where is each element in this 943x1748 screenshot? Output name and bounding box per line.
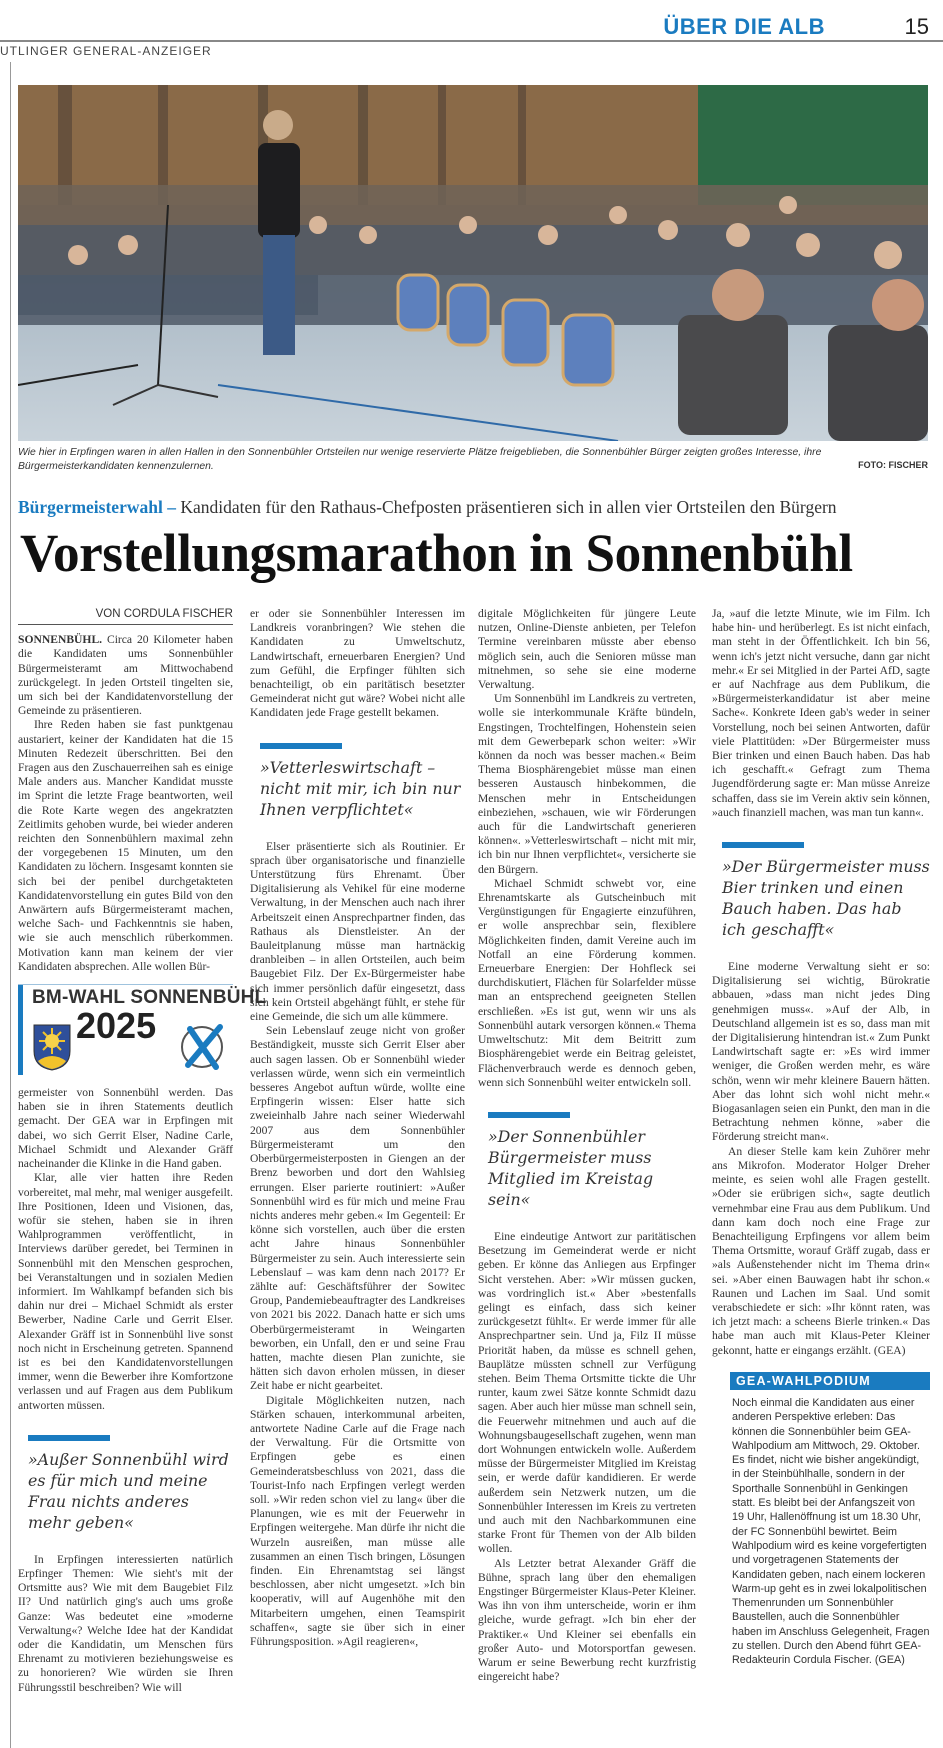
dateline: SONNENBÜHL.	[18, 633, 103, 647]
standing-speaker	[258, 110, 300, 355]
pull-quote	[488, 1112, 696, 1210]
logo-stripe	[18, 985, 23, 1075]
paragraph: er oder sie Sonnenbühler Interessen im Landkreis voranbringen? Wie stehen die Kandidaten zu Umweltschutz, Landwirtschaft, erneuerbaren Energien? Und zum Gefühl, die Erpfinger fühlten sich benachteiligt, ob ein paritätisch besetzter Gemeinderat nicht gut wäre? Wobei nicht alle Kandidaten jede Frage gestellt bekamen.	[250, 607, 465, 720]
column-3	[478, 607, 696, 1684]
article-photo	[18, 85, 928, 441]
logo-year: 2025	[76, 1005, 157, 1047]
paragraph: An dieser Stelle kam kein Zuhörer mehr ans Mikrofon. Moderator Holger Dreher meinte, es seien wohl alle Fragen gestellt. »Oder sie erübrigen sich«, sagte deutlich vernehmbar eine Frau aus dem Publikum. Und dann kam doch noch eine Frage zur Benachteiligung Erpfingens vor allem beim Thema Ortsmitte, worauf Gräff zugab, dass er »als Außenstehender nicht im Thema drin« sei. »Aber einen Bauwagen habt ihr schon.« Raunen und Lachen im Saal. Und somit verabschiedete er sich: »Ihr könnt raten, was ich jetzt mach: a scheens Bierle trinken.« Das habe man auch mit Klaus-Peter Kleiner gekonnt, hatte er eingangs erzählt. (GEA)	[712, 1144, 930, 1357]
quote-text: »Außer Sonnenbühl wird es für mich und meine Frau nichts anderes mehr geben«	[28, 1449, 229, 1532]
infobox-body: Noch einmal die Kandidaten aus einer anderen Perspektive erleben: Das können die Sonnenbühler beim GEA-Wahlpodium am Mittwoch, 29. Oktober. Es findet, nicht wie bisher angekündigt, in der Steinbühlhalle, sondern in der Sporthalle Sonnenbühl in Genkingen statt. Es bleibt bei der Anfangszeit von 19 Uhr, Hallenöffnung ist um 18.30 Uhr, der FC Sonnenbühl bewirtet. Beim Wahlpodium wird es keine vorgefertigten und vorgetragenen Statements der Kandidaten geben, nach einem lockeren Warm-up geht es in zwei lokalpolitischen Themenrunden um Sonnenbühler Baustellen, auch die Sonnenbühler haben im Anschluss Gelegenheit, Fragen zu stellen. Durch den Abend führt GEA-Redakteurin Cordula Fischer. (GEA)	[732, 1396, 930, 1667]
paragraph: Ihre Reden haben sie fast punktgenau austariert, keiner der Kandidaten hat die 15 Minuten Redezeit überschritten. Bei den Fragen aus den Zuschauerreihen sah es einige Male anders aus. Mancher Kandidat musste im Sprint die letzte Frage beantworten, weil die Rote Karte wegen des angekratzten Zeitlimits gehoben wurde, bei wieder anderen reichten den Sonnenbühlern maximal zehn der vorgegebenen 15 Minuten, um den Kandidaten zu löchern. Insgesamt konnten sie sich bei der penibel durchgetakteten Kandidatenvorstellung ein gutes Bild von den Anwärtern aufs Bürgermeisteramt machen, welche Sach- und Fachkenntnis sie haben, wie sie auch menschlich rüberkommen. Motivation kann man keinem der vier Kandidaten absprechen. Alle wollen Bür-	[18, 718, 233, 973]
paragraph	[18, 633, 233, 718]
pull-quote	[722, 842, 930, 940]
column-1	[18, 607, 267, 1695]
quote-text: »Der Bürgermeister muss Bier trinken und einen Bauch haben. Das hab ich geschafft«	[722, 857, 930, 940]
pull-quote	[260, 743, 465, 820]
quote-text: »Vetterleswirtschaft – nicht mit mir, ich bin nur Ihnen verpflichtet«	[260, 757, 461, 819]
page-edge-rule	[10, 62, 11, 1748]
paragraph: Um Sonnenbühl im Landkreis zu vertreten, wolle sie interkommunale Kräfte bündeln, Engstingen, Trochtelfingen, Hohenstein seien mit dem Gewerbepark schon weiter: »Wir können da noch was besser machen.« Beim Thema Biosphärengebiet müsse man einen besseren Austausch hinbekommen, die Menschen mehr in Entscheidungen einbeziehen, »schauen, wie wir Förderungen auch für die Landwirtschaft generieren können«. »Vetterleswirtschaft – nicht mit mir, ich bin nur Ihnen verpflichtet«, versicherte sie den Bürgern.	[478, 692, 696, 876]
quote-bar	[722, 842, 804, 848]
paragraph: Digitale Möglichkeiten nutzen, nach Stärken schauen, interkommunal arbeiten, antwortete Nadine Carle auf die Frage nach der Verwaltung. Für die Ortsmitte von Erpfingen gebe es einen Gemeinderatsbeschluss von 2021, dass die Tourist-Info nach Erpfingen verlegt werden soll. »Wir reden schon viel zu lang« über die Planungen, wie es mit der Feuerwehr in Erpfingen weitergehe. Man dürfe ihr nicht die Wurzeln ausreißen, man müsse alle zusammen an einen Tisch bringen, Lösungen finden. Ein Ehrenamtstag sei längst beschlossen, aber nicht umgesetzt. »Ich bin kooperativ, will auf Augenhöhe mit den Mitarbeitern umgehen, einen Teamspirit schaffen«, sagte sie über sich in einer Führungsposition. »Agil reagieren«,	[250, 1393, 465, 1648]
kicker	[18, 497, 837, 518]
photo-credit: FOTO: FISCHER	[858, 460, 928, 470]
kicker-topic: Bürgermeisterwahl –	[18, 497, 176, 517]
paragraph: Eine moderne Verwaltung sieht er so: Digitalisierung sei wichtig, Bürokratie abbauen, »dass man nicht jedes Ding genehmigen muss«. »Auf der Alb, in Deutschland allgemein ist es so, dass man mit der Digitalisierung hintendran ist.« Zum Punkt Landwirtschaft sagte er: »Es wird immer weniger, die Großen werden mehr, es wäre schön, wenn wir mehr kleinere Bauern hätten. Aber das lohnt sich wohl nicht mehr.« Biogasanlagen seien ein Punkt, den man in die Betrachtung nehmen könne, »aber die Förderung streicht man«.	[712, 960, 930, 1144]
headline: Vorstellungsmarathon in Sonnenbühl	[20, 523, 853, 583]
paragraph: Als Letzter betrat Alexander Gräff die Bühne, sprach lang über den ehemaligen Engstinger Bürgermeister Klaus-Peter Kleiner. Was ihn von ihm unterscheide, worin er ihm gleiche, wurde gefragt. »Ich bin eher der Praktiker.« Und Kleiner sei ebenfalls ein großer Auto- und Motorsportfan gewesen. Warum er seine Bewerbung recht kurzfristig eingereicht habe?	[478, 1556, 696, 1684]
paragraph: Elser präsentierte sich als Routinier. Er sprach über organisatorische und finanzielle Unterstützung fürs Ehrenamt. Über Digitalisierung als Vehikel für eine moderne Verwaltung, in der Menschen auch nach ihrer Arbeitszeit einen Ansprechpartner finden, das Rathaus als Dienstleister. An der Bauleitplanung müsse man hartnäckig dranbleiben – in allen Ortsteilen, auch beim Baugebiet Filz. Der Ex-Bürgermeister habe sich immer persönlich dafür eingesetzt, dass sich kein Ortsteil abgehängt fühlt, er stehe für eine Gemeinde, die sich um alle kümmere.	[250, 839, 465, 1024]
quote-bar	[488, 1112, 570, 1118]
section-title: ÜBER DIE ALB	[663, 14, 825, 39]
column-2	[250, 607, 465, 1649]
paragraph: In Erpfingen interessierten natürlich Erpfinger Themen: Wie sieht's mit der Ortsmitte aus? Wie mit dem Baugebiet Filz II? Und natürlich ging's auch ums große Ganze: Was bedeutet eine »moderne Verwaltung«? Welche Idee hat der Kandidat oder die Kandidatin, um Menschen fürs Ehrenamt zu motivieren beziehungsweise es zu honorieren? Wie würden sie Ihren Führungsstil beschreiben? Wie will	[18, 1552, 233, 1694]
quote-bar	[260, 743, 342, 749]
header-rule	[0, 40, 943, 42]
paragraph-text: Circa 20 Kilometer haben die Kandidaten ums Sonnenbühler Bürgermeisteramt am Mittwochabend zurückgelegt. In jeden Ortsteil tingelten sie, um sich bei der Kandidatenvorstellung der Gemeinde zu präsentieren.	[18, 633, 233, 718]
byline: VON CORDULA FISCHER	[18, 607, 233, 625]
logo-title: BM-WAHL SONNENBÜHL	[32, 987, 267, 1009]
quote-text: »Der Sonnenbühler Bürgermeister muss Mitglied im Kreistag sein«	[488, 1126, 654, 1209]
infobox-title: GEA-WAHLPODIUM	[730, 1372, 930, 1390]
election-logo	[18, 984, 267, 1080]
paragraph: germeister von Sonnenbühl werden. Das haben sie in ihren Statements deutlich gemacht. Der GEA war in Erpfingen mit dabei, wo sich Gerrit Elser, Nadine Carle, Michael Schmidt und Alexander Gräff nacheinander die Klinke in die Hand gaben.	[18, 1086, 233, 1171]
paragraph: Eine eindeutige Antwort zur paritätischen Besetzung im Gemeinderat werde er nicht geben. Er könne das Anliegen aus Erpfinger Sicht verstehen. Aber: »Wir müssen gucken, was vordringlich ist.« Aber »bestenfalls gelingt es einfach, dass sich keiner zurückgesetzt fühlt«. Er werde immer für alle Ansprechpartner sein. Und ja, Filz II müsse Priorität haben, da müsse es schnell gehen, Bauplätze müssten schnell zur Verfügung stehen. Beim Thema Ortsmitte tickte die Uhr runter, kaum zwei Sätze konnte Schmidt dazu sagen. Aber auch hier müsse man schnell sein, die Feuerwehr mitnehmen und auch auf die Wohnungsbaugesellschaft zugehen, wenn man dort Wohnungen entwickeln wolle. Außerdem müsse der Bürgermeister Mitglied im Kreistag sein, er werde dafür kandidieren. Er werde außerdem sein Netzwerk nutzen, um die Sonnenbühler Interessen im Kreis zu vertreten und auch mit den Nachbarkommunen eine starke Front für Themen von der Alb bilden wollen.	[478, 1229, 696, 1556]
paragraph: Michael Schmidt schwebt vor, eine Ehrenamtskarte als Gutscheinbuch mit Vergünstigungen für Engagierte einzuführen, er wolle ansprechbar sein, flexiblere Möglichkeiten finden, damit Vereine auch im Notfall an eine Förderung kommen. Erneuerbare Energien: Der Hohfleck sei durchdiskutiert, Flächen für Solarfelder müsse man an entsprechend geeigneten Stellen erschließen. »Es ist gut, wenn wir uns als Sonnenbühl autark versorgen können.« Thema Umweltschutz: Mit dem Beitritt zum Biosphärengebiet werde ein Beitrag geleistet, Flächenverbrauch werde es dennoch geben, wenn sich Sonnenbühl weiter entwickeln soll.	[478, 876, 696, 1089]
paragraph: Sein Lebenslauf zeuge nicht von großer Beständigkeit, musste sich Gerrit Elser aber auch sagen lassen. Ob er Sonnenbühl wieder verlassen würde, wenn sich ein vermeintlich besseres Angebot auftun würde, wollte eine Erpfingerin wissen: Elser hatte sich zweieinhalb Jahre nach seiner Wiederwahl 2007 aus dem Sonnenbühler Bürgermeisteramt um den Oberbürgermeisterposten in Giengen an der Brenz beworben und dort den Wahlsieg errungen. Elser parierte routiniert: »Außer Sonnenbühl wird es für mich und meine Frau nichts anderes mehr geben.« Im Gegenteil: Er könne sich vorstellen, auch über die ersten acht Jahre hinaus Sonnenbühler Bürgermeister zu sein. Auch interessierte sein Lebenslauf – was kam denn nach 2017? Er zählte auf: Geschäftsführer der Sowitec Group, Pandemiebeauftragter des Landkreises von 2021 bis 2022. Danach hatte er sich ums Oberbürgermeisteramt in Weingarten beworben, ein Unfall, den er und seine Frau hatten, machte diesen Plan zunichte, sie hätten sich davon erholen müssen, in dieser Zeit habe er nicht gearbeitet.	[250, 1024, 465, 1393]
sun-coat-of-arms-icon	[32, 1023, 72, 1071]
paragraph: Klar, alle vier hatten ihre Reden vorbereitet, mal mehr, mal weniger ausgefeilt. Ihre Positionen, Ideen und Visionen, das, wofür sie stehen, haben sie in ihren Wahlprogrammen veröffentlicht, in Interviews darüber geredet, bei Terminen in Sonnenbühl mit den Menschen gesprochen, bei Veranstaltungen und in sozialen Medien informiert. Im Wahlkampf befanden sich bis dahin nur drei – Michael Schmidt als erster Bewerber, Nadine Carle und Gerrit Elser. Alexander Gräff ist in Sonnenbühl live sonst noch nicht in Erscheinung getreten. Spannend ist es bei den Kandidatenvorstellungen immer, wenn die Bewerber ihre Komfortzone verlassen und auf Fragen aus dem Publikum antworten müssen.	[18, 1171, 233, 1412]
pull-quote	[28, 1435, 233, 1533]
paragraph: Ja, »auf die letzte Minute, wie im Film. Ich habe hin- und herüberlegt. Es ist nicht einfach, man steht in der Öffentlichkeit. Ich bin 56, wenn ich's jetzt nicht versuche, dann gar nicht mehr.« Er sei Mitglied in der Partei AfD, sagte er auf Nachfrage aus dem Publikum, die »Bürgermeisterkandidatur ist aber meine Sache«. Konkrete Ideen gab's weder in seiner Vorstellung, noch bei seinen Antworten, dafür viele Plattitüden: »Der Bürgermeister muss Bier trinken und einen Bauch haben. Das hab ich geschafft.« Gefragt zum Thema Jugendförderung sagte er: Man müsse Anreize schaffen, dass sie im Verein aktiv sein können, »auch finanziell machen, was man tun kann«.	[712, 607, 930, 819]
page-number: 15	[904, 14, 929, 39]
paragraph: digitale Möglichkeiten für jüngere Leute nutzen, Online-Dienste anbieten, per Telefon Termine vereinbaren müsste aber ebenso möglich sein, auch die Senioren müsse man mitnehmen, so sehe sie eine moderne Verwaltung.	[478, 607, 696, 692]
ballot-cross-icon	[178, 1021, 228, 1071]
column-4	[712, 607, 930, 1668]
masthead	[0, 0, 943, 58]
newspaper-name: UTLINGER GENERAL-ANZEIGER	[0, 44, 212, 58]
photo-caption: Wie hier in Erpfingen waren in allen Hallen in den Sonnenbühler Ortsteilen nur wenige reservierte Plätze freigeblieben, die Sonnenbühler Bürger zeigten großes Interesse, ihre Bürgermeisterkandidaten kennenzulernen.	[18, 447, 822, 472]
quote-bar	[28, 1435, 110, 1441]
photo-illustration	[18, 85, 928, 441]
kicker-text: Kandidaten für den Rathaus-Chefposten präsentieren sich in allen vier Ortsteilen den Bürgern	[175, 497, 837, 517]
